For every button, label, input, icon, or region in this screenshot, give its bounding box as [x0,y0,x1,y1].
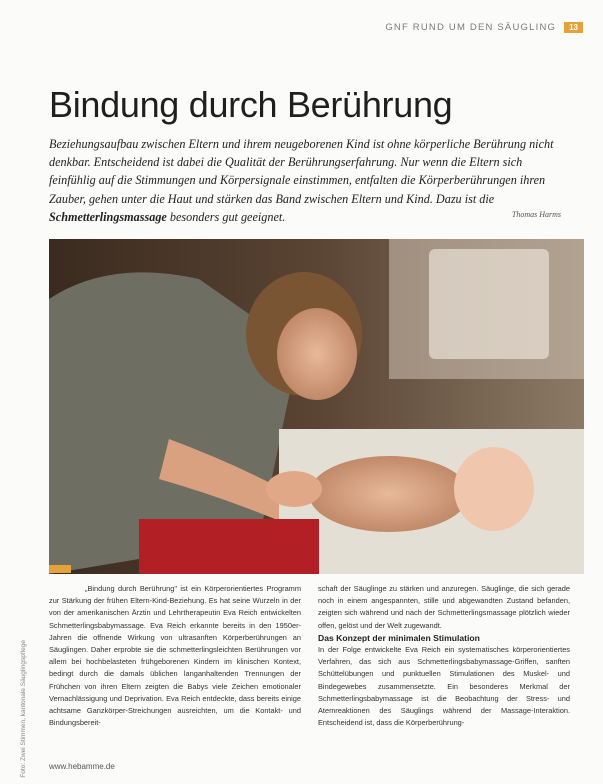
article-photo [49,239,584,574]
body-column-1 [49,583,301,729]
lead-text: Beziehungsaufbau zwischen Eltern und ihrem neugeborenen Kind ist ohne körperliche Berührung nicht denkbar. Entscheidend ist dabei die Qualität der Berührungserfahrung. Nur wenn die Eltern sich feinfühlig auf die Stimmungen und Körpersignale einstimmen, entfalten die Körperberührungen ihren Zauber, gehen unter die Haut und stärken das Band zwischen Eltern und Kind. Dazu ist die [49,137,554,206]
photo-credit: Foto: Zwei Stimmen, kantonale Säuglingspflege [20,640,27,778]
footer-url: www.hebamme.de [49,762,115,771]
lead-emphasis: Schmetterlingsmassage [49,209,167,224]
article-lead [49,135,561,226]
body-column-2 [318,583,570,729]
accent-bar [49,565,71,573]
section-label: GNF RUND UM DEN SÄUGLING [385,22,557,33]
body-paragraph: schaft der Säuglinge zu stärken und anzuregen. Säuglinge, die sich gerade noch in einem angespannten, stille und abgewandten Zustand befanden, zeigten sich während und nach der Schmetterlingsmassage plötzlich wieder offen, gelöst und der Welt zugewandt. [318,584,570,630]
section-subhead: Das Konzept der minimalen Stimulation [318,632,480,643]
photo-illustration [49,239,584,574]
body-paragraph: „Bindung durch Berührung" ist ein Körperorientiertes Programm zur Stärkung der frühen Eltern-Kind-Beziehung. Es hat seine Wurzeln in der von der amerikanischen Ärztin und Lehrtherapeutin Eva Reich entwickelten Schmetterlingsbabymassage. Eva Reich erkannte bereits in den 1950er-Jahren die offnende Wirkung von ultrasanften Körperberührungen an Säuglingen. Daher erprobte sie die schmetterlingsleichten Berührungen vor allem bei hochbelasteten frühgeborenen Kindern im klinischen Kontext, bedingt durch die damals üblichen langanhaltenden Trennungen der Frühchen von ihren Eltern zeigten die Babys viele Zeichen emotionaler Vernachlässigung und Deprivation. Eva Reich entdeckte, dass bereits einige achtsame Ganzkörper-Streichungen ausreichten, um die Kontakt- und Bindungsbereit- [49,584,301,728]
page-number: 13 [564,22,583,33]
running-header [385,22,583,33]
body-paragraph: In der Folge entwickelte Eva Reich ein systematisches körperorientiertes Verfahren, das sich aus Schmetterlingsbabymassage-Griffen, sanften Schüttelübungen und punktuellen Stimulationen des Muskel- und Bindegewebes zusammensetzte. Ein besonderes Merkmal der Schmetterlingsbabymassage ist die Beobachtung der Stress- und Atemreaktionen des Säuglings während der Massage-Interaktion. Entscheidend ist, dass die Körperberührung- [318,645,570,728]
author-byline: Thomas Harms [511,209,561,219]
article-title: Bindung durch Berührung [49,84,453,125]
lead-text-end: besonders gut geeignet. [169,209,286,224]
